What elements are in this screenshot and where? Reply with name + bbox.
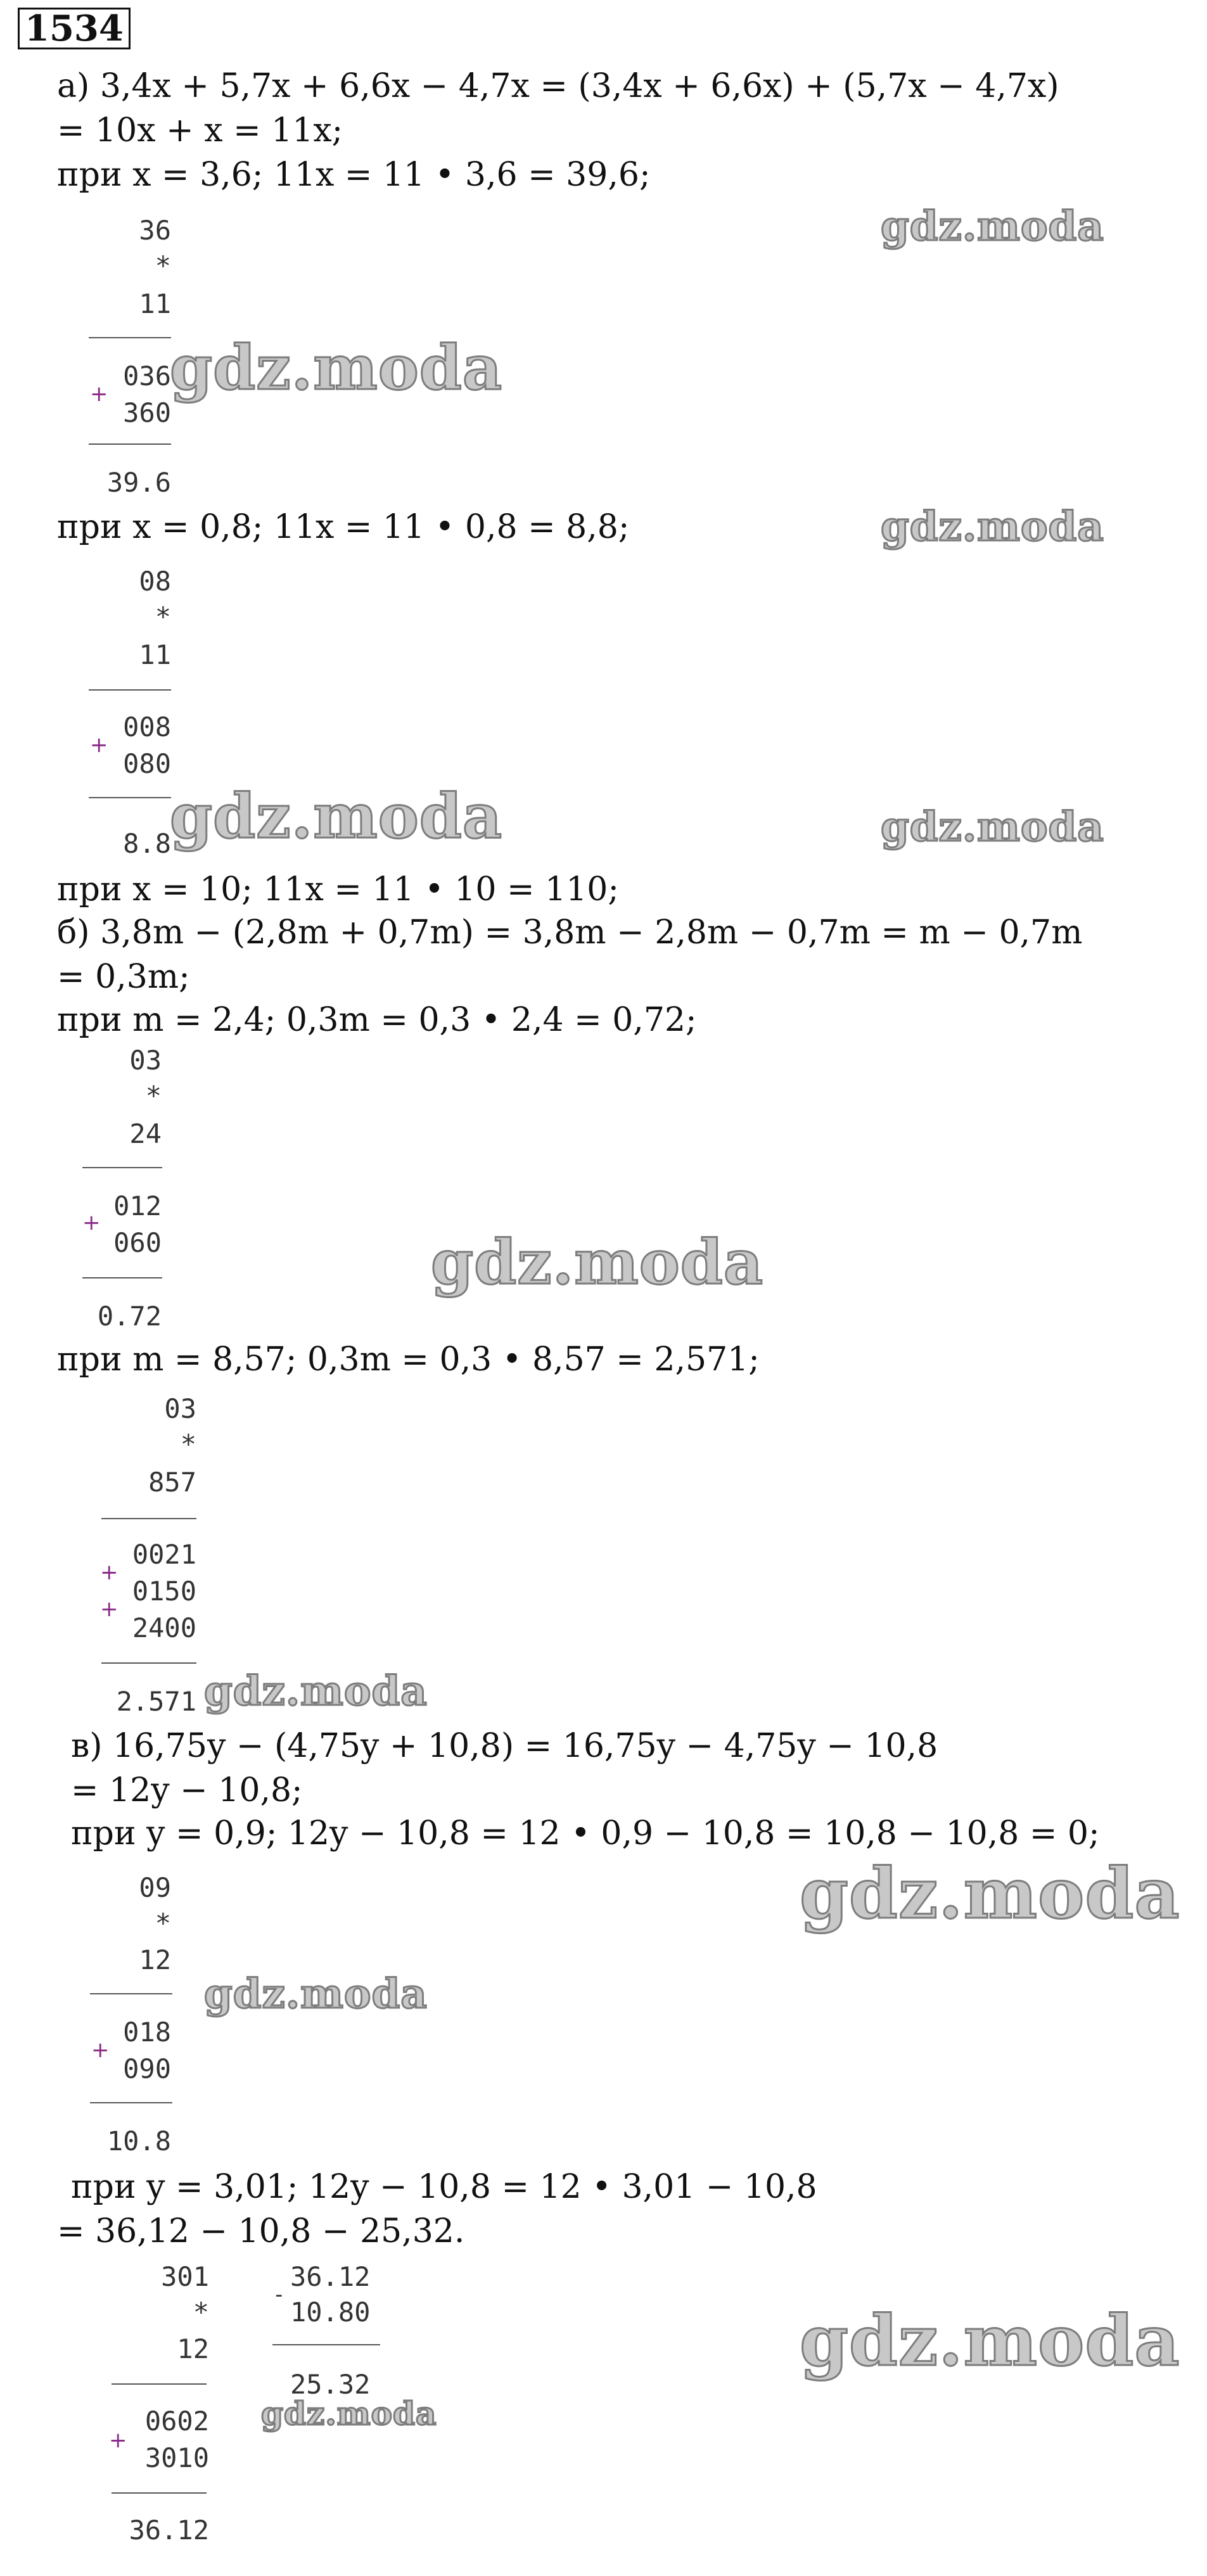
calc-2-rule-1 bbox=[89, 689, 171, 691]
calc-4-partial-1: 0021 bbox=[132, 1539, 196, 1570]
equation-a-line-1: а) 3,4x + 5,7x + 6,6x − 4,7x = (3,4x + 6,6x) + (5,7x − 4,7x) bbox=[57, 67, 1059, 105]
subtraction-rule bbox=[272, 2344, 380, 2345]
calc-6-partial-2: 3010 bbox=[144, 2442, 209, 2473]
equation-b-line-2: = 0,3m; bbox=[57, 958, 190, 996]
equation-a-line-4: при x = 0,8; 11x = 11 • 0,8 = 8,8; bbox=[57, 508, 630, 546]
calc-6-rule-1 bbox=[112, 2383, 207, 2385]
equation-b-line-1: б) 3,8m − (2,8m + 0,7m) = 3,8m − 2,8m − 0,7m = m − 0,7m bbox=[57, 914, 1083, 952]
equation-a-line-2: = 10x + x = 11x; bbox=[57, 112, 343, 150]
calc-2-partial-1: 008 bbox=[123, 711, 171, 743]
calc-1-rule-2 bbox=[89, 443, 171, 445]
watermark-4: gdz.moda bbox=[170, 781, 503, 852]
calc-2-result: 8.8 bbox=[123, 828, 171, 859]
watermark-9: gdz.moda bbox=[204, 1970, 428, 2018]
calc-1-partial-2: 360 bbox=[123, 397, 171, 428]
equation-c-line-3: при y = 0,9; 12y − 10,8 = 12 • 0,9 − 10,8 = 10,8 − 10,8 = 0; bbox=[71, 1814, 1100, 1852]
exercise-number: 1534 bbox=[18, 8, 131, 49]
watermark-6: gdz.moda bbox=[431, 1227, 764, 1298]
calc-3-result: 0.72 bbox=[97, 1301, 162, 1332]
calc-4-partial-3: 2400 bbox=[132, 1612, 196, 1643]
watermark-8: gdz.moda bbox=[800, 1852, 1180, 1934]
watermark-10: gdz.moda bbox=[800, 2300, 1180, 2382]
calc-2-partial-2: 080 bbox=[123, 748, 171, 779]
equation-c-line-5: = 36,12 − 10,8 − 25,32. bbox=[57, 2212, 465, 2250]
calc-1-rule-1 bbox=[89, 337, 171, 338]
calc-4-rule-1 bbox=[101, 1518, 196, 1519]
watermark-2: gdz.moda bbox=[170, 332, 503, 404]
calc-2-multiplier: 11 bbox=[139, 639, 171, 670]
watermark-7: gdz.moda bbox=[204, 1667, 428, 1715]
calc-2-operator: * bbox=[155, 601, 171, 632]
subtraction-sign: - bbox=[272, 2282, 286, 2307]
calc-4-multiplier: 857 bbox=[148, 1467, 196, 1498]
calc-4-rule-2 bbox=[101, 1662, 196, 1664]
equation-b-line-4: при m = 8,57; 0,3m = 0,3 • 8,57 = 2,571; bbox=[57, 1341, 760, 1379]
calc-1-top: 36 bbox=[139, 215, 171, 246]
watermark-1: gdz.moda bbox=[881, 203, 1104, 250]
watermark-5: gdz.moda bbox=[881, 803, 1104, 851]
calc-5-operator: * bbox=[155, 1908, 171, 1939]
watermark-11: gdz.moda bbox=[261, 2395, 437, 2432]
calc-6-partial-1: 0602 bbox=[144, 2406, 209, 2437]
calc-3-partial-2: 060 bbox=[113, 1227, 162, 1258]
calc-6-operator: * bbox=[193, 2297, 209, 2328]
calc-3-operator: * bbox=[145, 1080, 162, 1111]
calc-6-result: 36.12 bbox=[129, 2515, 209, 2546]
calc-2-rule-2 bbox=[89, 797, 171, 798]
calc-5-top: 09 bbox=[139, 1872, 171, 1903]
subtraction-subtrahend: 10.80 bbox=[290, 2297, 371, 2328]
equation-c-line-4: при y = 3,01; 12y − 10,8 = 12 • 3,01 − 10,8 bbox=[71, 2168, 817, 2206]
watermark-3: gdz.moda bbox=[881, 503, 1104, 551]
calc-4-result: 2.571 bbox=[116, 1686, 196, 1717]
calc-4-plus-1: + bbox=[100, 1560, 118, 1585]
equation-a-line-3: при x = 3,6; 11x = 11 • 3,6 = 39,6; bbox=[57, 156, 651, 194]
equation-b-line-3: при m = 2,4; 0,3m = 0,3 • 2,4 = 0,72; bbox=[57, 1001, 697, 1039]
calc-4-plus-2: + bbox=[100, 1597, 118, 1622]
equation-c-line-2: = 12y − 10,8; bbox=[71, 1771, 303, 1809]
calc-5-plus: + bbox=[91, 2037, 110, 2063]
calc-1-result: 39.6 bbox=[106, 467, 171, 498]
calc-5-multiplier: 12 bbox=[139, 1944, 171, 1975]
calc-5-partial-1: 018 bbox=[123, 2017, 171, 2048]
calc-3-top: 03 bbox=[129, 1045, 162, 1076]
calc-2-top: 08 bbox=[139, 566, 171, 597]
calc-3-rule-1 bbox=[82, 1167, 162, 1168]
calc-6-plus: + bbox=[109, 2428, 127, 2453]
calc-5-rule-2 bbox=[90, 2102, 172, 2103]
equation-a-line-5: при x = 10; 11x = 11 • 10 = 110; bbox=[57, 870, 619, 909]
subtraction-minuend: 36.12 bbox=[290, 2261, 371, 2292]
equation-c-line-1: в) 16,75y − (4,75y + 10,8) = 16,75y − 4,75y − 10,8 bbox=[71, 1727, 938, 1765]
calc-2-plus: + bbox=[90, 732, 108, 758]
calc-3-rule-2 bbox=[82, 1277, 162, 1278]
calc-3-partial-1: 012 bbox=[113, 1190, 162, 1221]
calc-1-operator: * bbox=[155, 250, 171, 281]
calc-3-multiplier: 24 bbox=[129, 1118, 162, 1149]
calc-6-rule-2 bbox=[112, 2492, 207, 2494]
calc-1-multiplier: 11 bbox=[139, 288, 171, 319]
calc-4-operator: * bbox=[180, 1429, 196, 1460]
calc-4-top: 03 bbox=[164, 1393, 196, 1424]
calc-4-partial-2: 0150 bbox=[132, 1576, 196, 1607]
calc-6-multiplier: 12 bbox=[177, 2333, 209, 2364]
subtraction-result: 25.32 bbox=[290, 2369, 371, 2400]
calc-1-partial-1: 036 bbox=[123, 360, 171, 392]
calc-5-rule-1 bbox=[90, 1993, 172, 1994]
calc-3-plus: + bbox=[82, 1210, 101, 1235]
calc-6-top: 301 bbox=[161, 2261, 209, 2292]
calc-5-result: 10.8 bbox=[106, 2126, 171, 2157]
calc-5-partial-2: 090 bbox=[123, 2053, 171, 2084]
calc-1-plus: + bbox=[90, 381, 108, 407]
